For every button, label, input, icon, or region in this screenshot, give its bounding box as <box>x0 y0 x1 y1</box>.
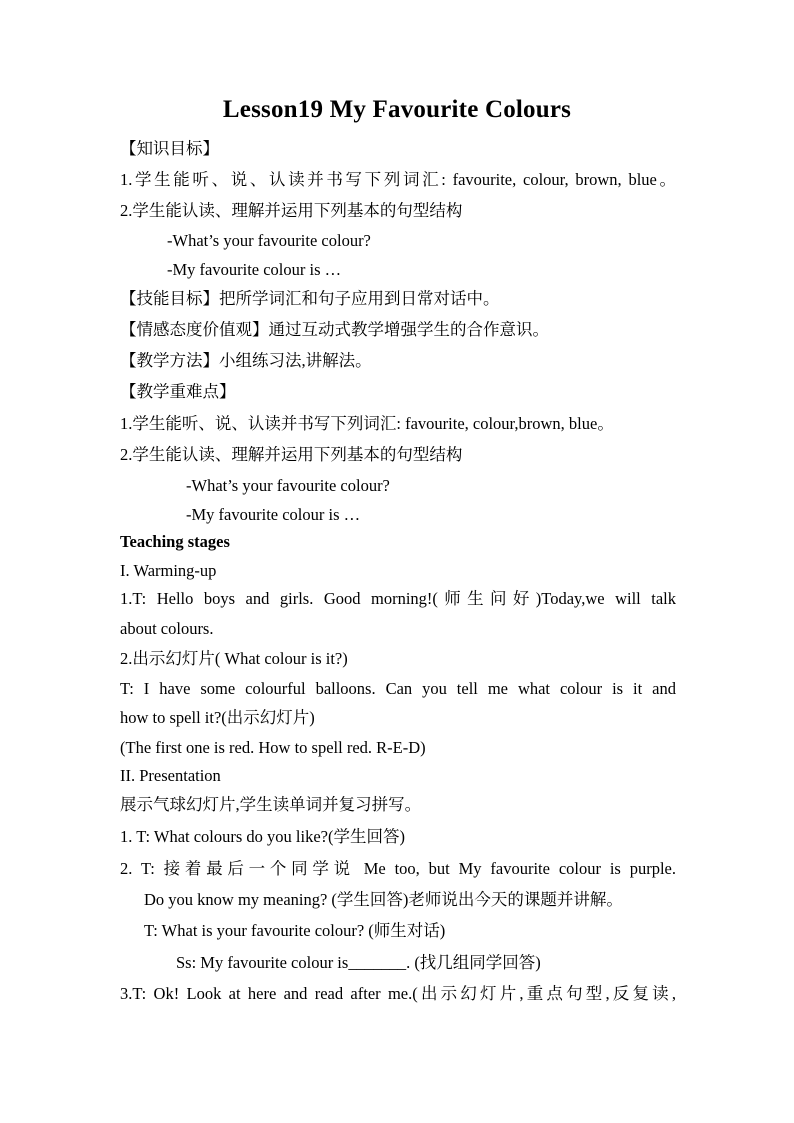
presentation-dialogue-teacher: T: What is your favourite colour? (师生对话) <box>144 921 446 940</box>
warmup-teacher-line: T: I have some colourful balloons. Can you tell me what colour is it and <box>120 679 676 698</box>
knowledge-goal-2: 2.学生能认读、理解并运用下列基本的句型结构 <box>120 201 463 220</box>
key-pattern-question: -What’s your favourite colour? <box>186 476 390 495</box>
presentation-step-3: 3.T: Ok! Look at here and read after me.(出示幻灯片,重点句型,反复读, <box>120 984 676 1003</box>
sentence-pattern-question: -What’s your favourite colour? <box>167 231 371 250</box>
section-attitude-goals: 【情感态度价值观】通过互动式教学增强学生的合作意识。 <box>120 320 549 339</box>
warmup-step-1-cont: about colours. <box>120 619 214 638</box>
warmup-example: (The first one is red. How to spell red. R-E-D) <box>120 738 426 757</box>
stage-presentation: II. Presentation <box>120 766 221 785</box>
presentation-dialogue-students: Ss: My favourite colour is_______. (找几组同学回答) <box>176 953 541 972</box>
lesson-title: Lesson19 My Favourite Colours <box>222 96 572 123</box>
section-key-points: 【教学重难点】 <box>120 382 236 401</box>
presentation-intro: 展示气球幻灯片,学生读单词并复习拼写。 <box>120 795 422 814</box>
sentence-pattern-answer: -My favourite colour is … <box>167 260 342 279</box>
teaching-stages-heading: Teaching stages <box>120 532 230 551</box>
stage-warming-up: I. Warming-up <box>120 561 217 580</box>
warmup-teacher-line-cont: how to spell it?(出示幻灯片) <box>120 708 315 727</box>
key-pattern-answer: -My favourite colour is … <box>186 505 361 524</box>
section-knowledge-goals: 【知识目标】 <box>120 139 219 158</box>
warmup-step-1: 1.T: Hello boys and girls. Good morning!(师生问好)Today,we will talk <box>120 589 676 608</box>
warmup-step-2: 2.出示幻灯片( What colour is it?) <box>120 649 348 668</box>
presentation-step-2: 2. T: 接着最后一个同学说 Me too, but My favourite colour is purple. <box>120 859 676 878</box>
presentation-step-1: 1. T: What colours do you like?(学生回答) <box>120 827 405 846</box>
key-point-2: 2.学生能认读、理解并运用下列基本的句型结构 <box>120 445 463 464</box>
presentation-step-2-cont: Do you know my meaning? (学生回答)老师说出今天的课题并讲解。 <box>144 890 623 909</box>
key-point-1: 1.学生能听、说、认读并书写下列词汇: favourite, colour,brown, blue。 <box>120 414 614 433</box>
section-skill-goals: 【技能目标】把所学词汇和句子应用到日常对话中。 <box>120 289 500 308</box>
section-teaching-methods: 【教学方法】小组练习法,讲解法。 <box>120 351 372 370</box>
knowledge-goal-1: 1.学生能听、说、认读并书写下列词汇: favourite, colour, brown, blue。 <box>120 170 676 189</box>
